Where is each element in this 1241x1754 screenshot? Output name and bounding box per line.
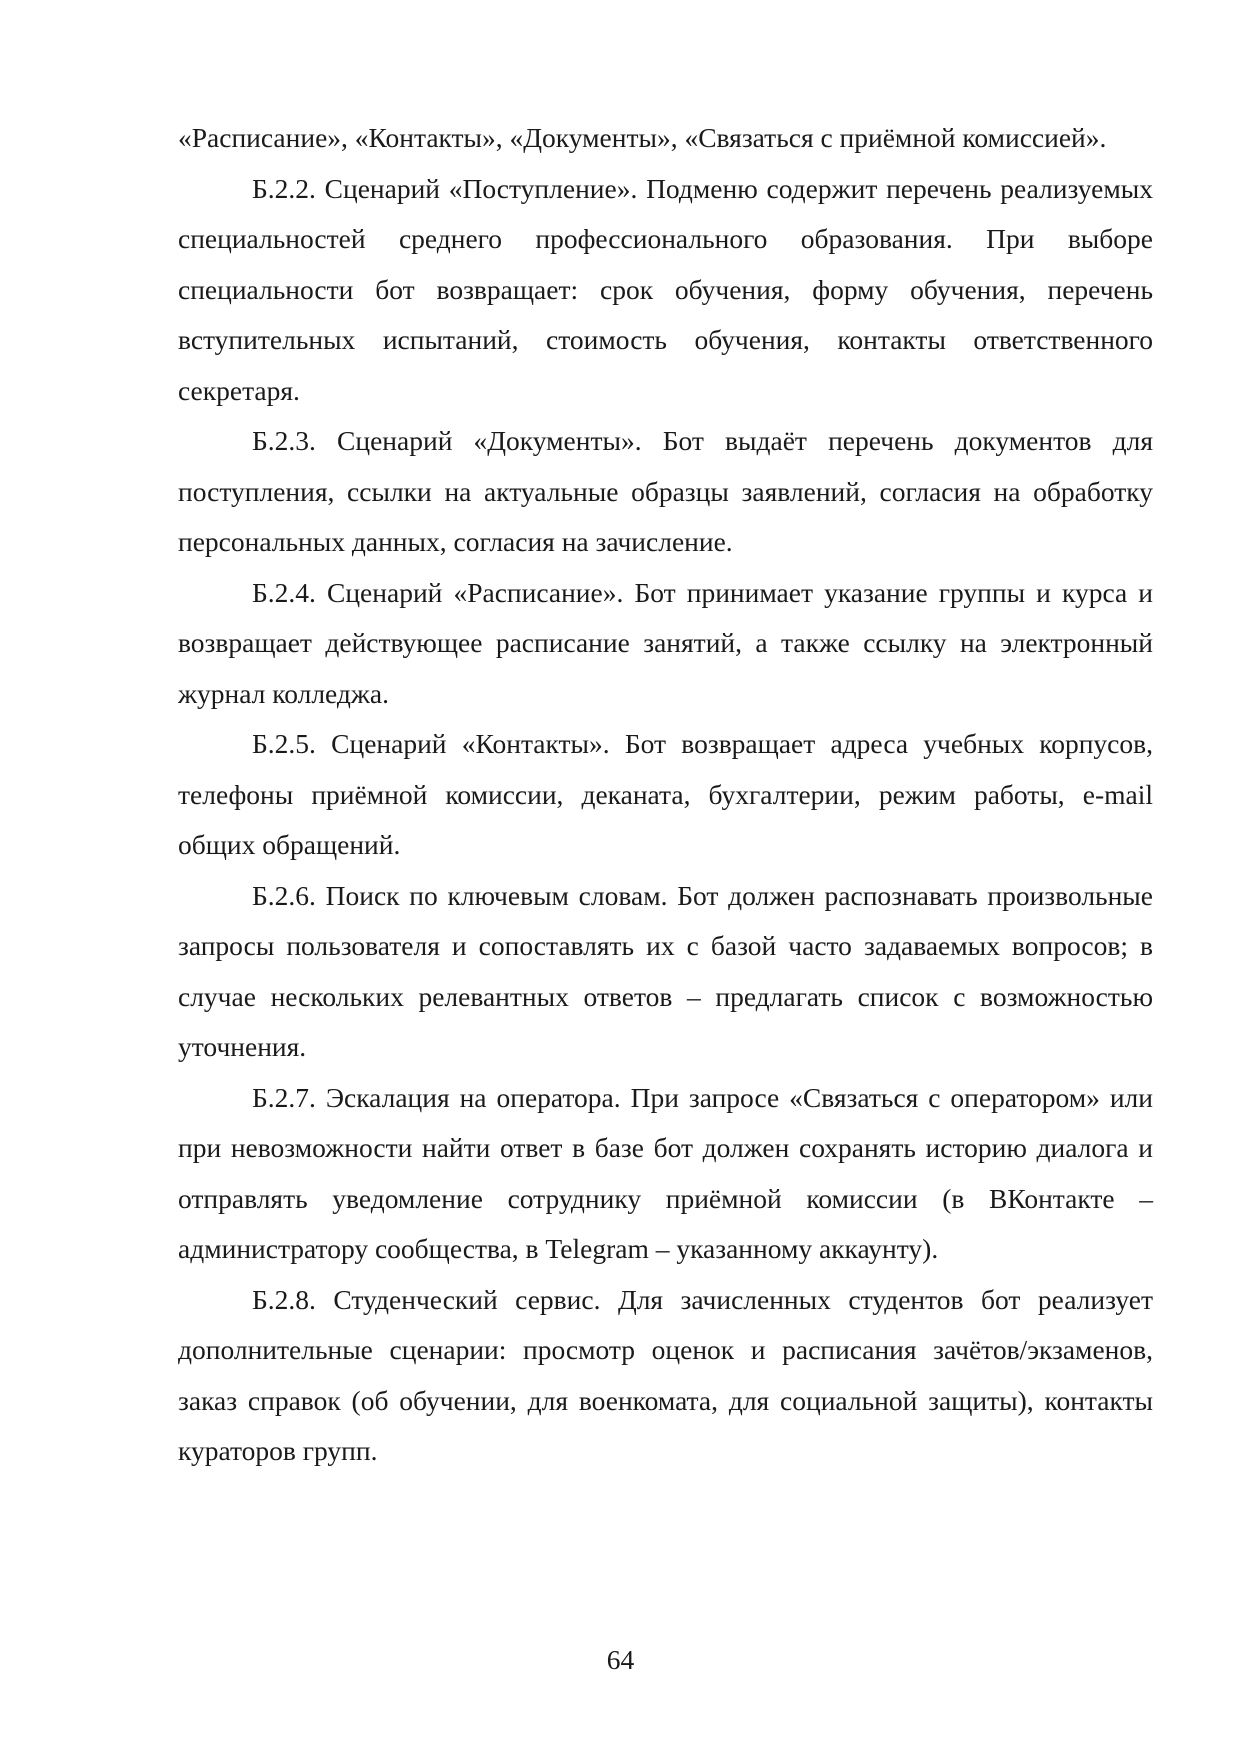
paragraph-b-2-5: Б.2.5. Сценарий «Контакты». Бот возвращает адреса учебных корпусов, телефоны приёмной комиссии, деканата, бухгалтерии, режим работы, e-mail общих обращений. [178, 728, 1153, 860]
paragraph-b-2-7: Б.2.7. Эскалация на оператора. При запросе «Связаться с оператором» или при невозможности найти ответ в базе бот должен сохранять историю диалога и отправлять уведомление сотруднику приёмной комиссии (в ВКонтакте – администратору сообщества, в Telegram – указанному аккаунту). [178, 1081, 1153, 1264]
paragraph-b-2-3: Б.2.3. Сценарий «Документы». Бот выдаёт перечень документов для поступления, ссылки на актуальные образцы заявлений, согласия на обработку персональных данных, согласия на зачисление. [178, 425, 1153, 557]
body-text [178, 113, 1153, 1477]
paragraph-b-2-6: Б.2.6. Поиск по ключевым словам. Бот должен распознавать произвольные запросы пользователя и сопоставлять их с базой часто задаваемых вопросов; в случае нескольких релевантных ответов – предлагать список с возможностью уточнения. [178, 879, 1153, 1062]
paragraph-b-2-8: Б.2.8. Студенческий сервис. Для зачисленных студентов бот реализует дополнительные сценарии: просмотр оценок и расписания зачётов/экзаменов, заказ справок (об обучении, для военкомата, для социальной защиты), контакты кураторов групп. [178, 1283, 1153, 1466]
paragraph-b-2-4: Б.2.4. Сценарий «Расписание». Бот принимает указание группы и курса и возвращает действующее расписание занятий, а также ссылку на электронный журнал колледжа. [178, 576, 1153, 709]
paragraph-b-2-2: Б.2.2. Сценарий «Поступление». Подменю содержит перечень реализуемых специальностей среднего профессионального образования. При выборе специальности бот возвращает: срок обучения, форму обучения, перечень вступительных испытаний, стоимость обучения, контакты ответственного секретаря. [178, 172, 1153, 406]
paragraph-continuation: «Расписание», «Контакты», «Документы», «Связаться с приёмной комиссией». [178, 122, 1107, 153]
page-number: 64 [606, 1644, 635, 1675]
